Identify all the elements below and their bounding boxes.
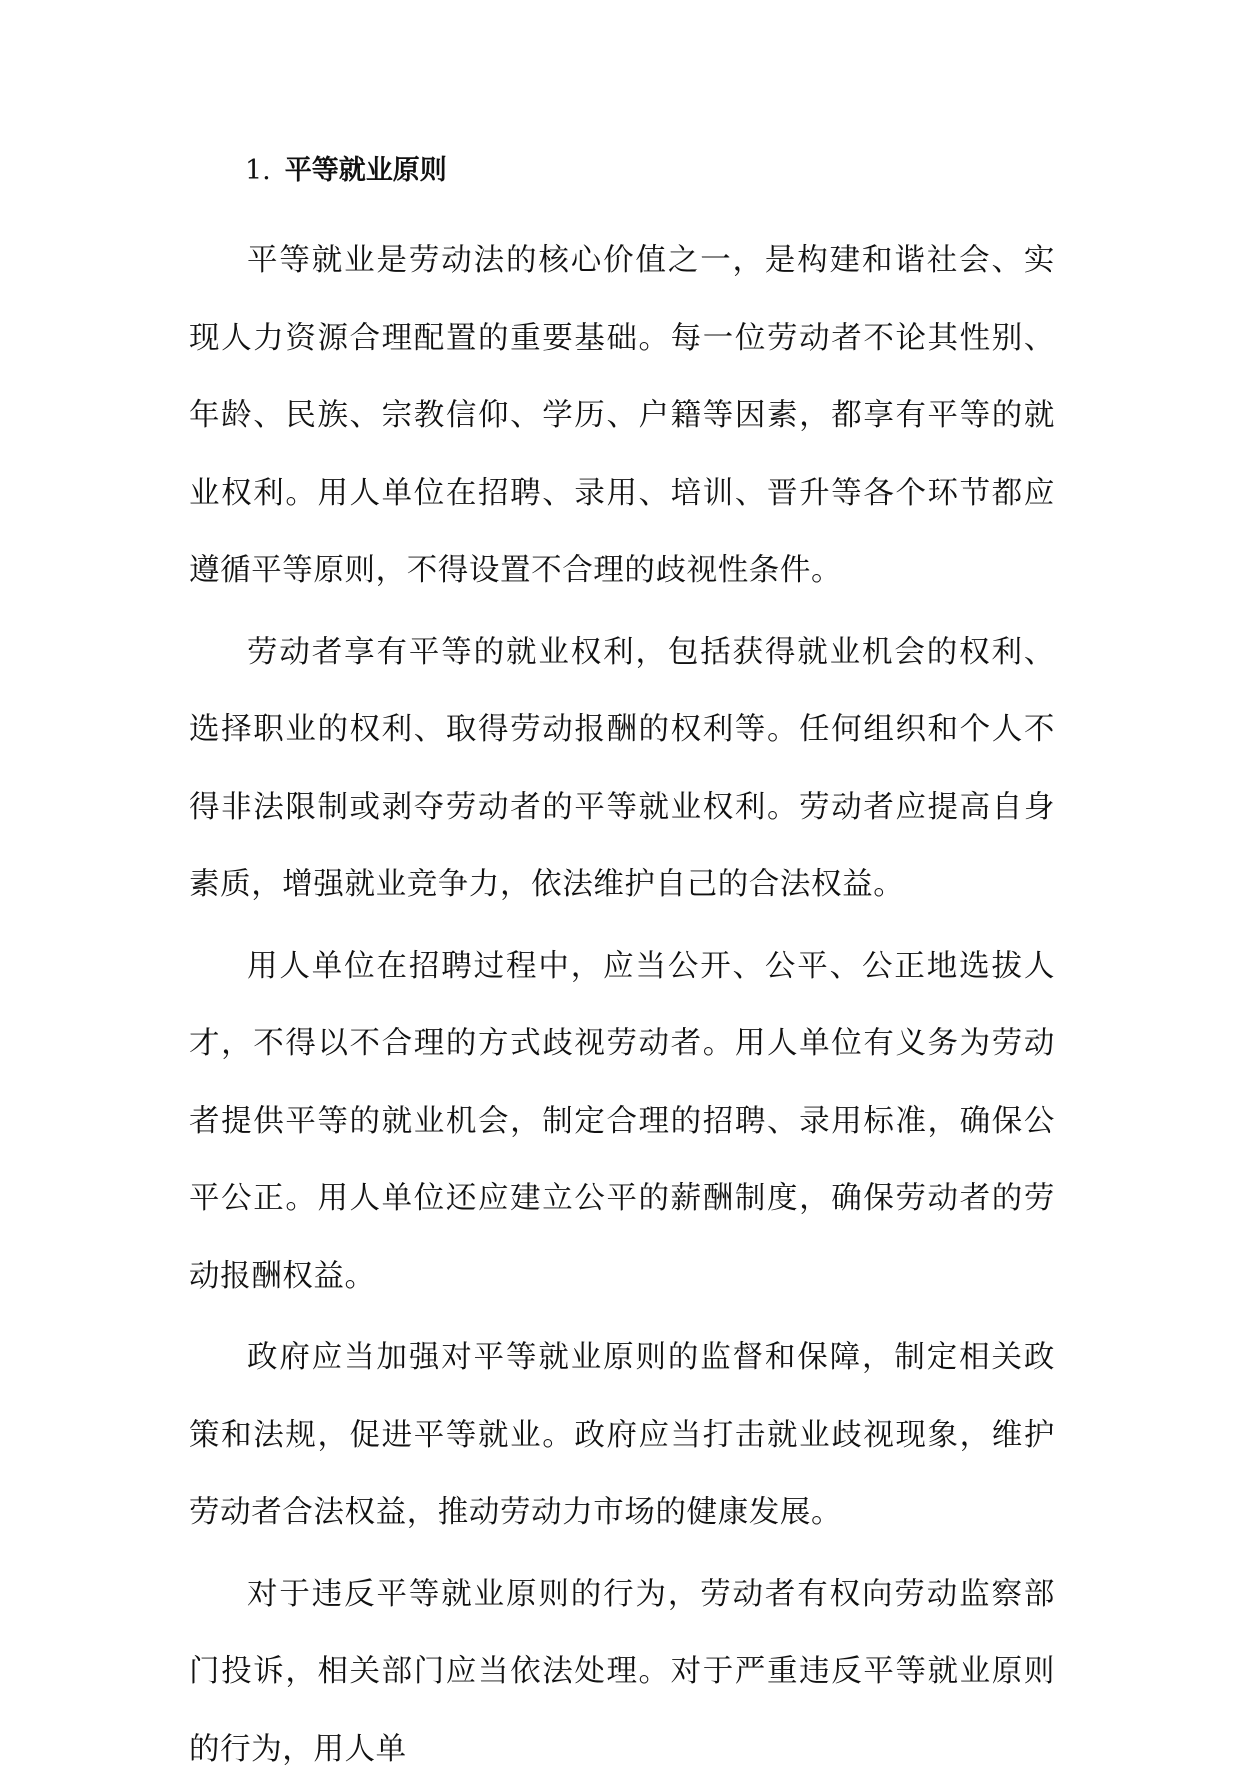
page-content bbox=[189, 146, 1055, 1792]
paragraph-3: 用人单位在招聘过程中，应当公开、公平、公正地选拔人才，不得以不合理的方式歧视劳动者。用人单位有义务为劳动者提供平等的就业机会，制定合理的招聘、录用标准，确保公平公正。用人单位还应建立公平的薪酬制度，确保劳动者的劳动报酬权益。 bbox=[189, 948, 1055, 1294]
paragraph-1: 平等就业是劳动法的核心价值之一，是构建和谐社会、实现人力资源合理配置的重要基础。每一位劳动者不论其性别、年龄、民族、宗教信仰、学历、户籍等因素，都享有平等的就业权利。用人单位在招聘、录用、培训、晋升等各个环节都应遵循平等原则，不得设置不合理的歧视性条件。 bbox=[189, 243, 1055, 588]
paragraph-2: 劳动者享有平等的就业权利，包括获得就业机会的权利、选择职业的权利、取得劳动报酬的权利等。任何组织和个人不得非法限制或剥夺劳动者的平等就业权利。劳动者应提高自身素质，增强就业竞争力，依法维护自己的合法权益。 bbox=[189, 634, 1055, 902]
paragraph-4: 政府应当加强对平等就业原则的监督和保障，制定相关政策和法规，促进平等就业。政府应当打击就业歧视现象，维护劳动者合法权益，推动劳动力市场的健康发展。 bbox=[189, 1340, 1055, 1530]
section-number: 1. bbox=[245, 155, 271, 186]
section-heading bbox=[189, 146, 1055, 196]
section-title: 平等就业原则 bbox=[284, 155, 447, 186]
paragraph-5: 对于违反平等就业原则的行为，劳动者有权向劳动监察部门投诉，相关部门应当依法处理。对于严重违反平等就业原则的行为，用人单 bbox=[189, 1576, 1055, 1767]
